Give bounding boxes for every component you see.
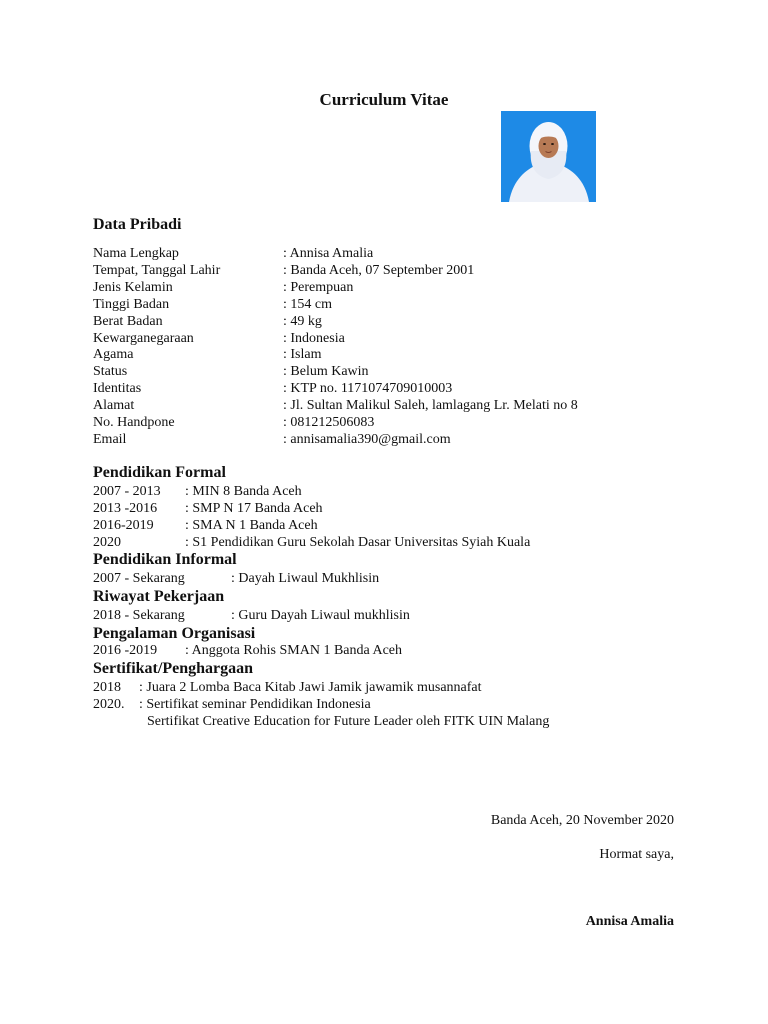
personal-value: : Indonesia <box>283 330 345 346</box>
section-heading-personal: Data Pribadi <box>93 216 182 233</box>
personal-label: Alamat <box>93 398 135 414</box>
section-heading-organization: Pengalaman Organisasi <box>93 625 256 642</box>
formal-education-value: : SMA N 1 Banda Aceh <box>185 518 318 533</box>
personal-label: Kewarganegaraan <box>93 330 194 346</box>
certificate-label: 2018 <box>93 680 121 695</box>
personal-value: : 49 kg <box>283 313 322 329</box>
certificate-label: 2020. <box>93 697 125 712</box>
personal-label: Nama Lengkap <box>93 246 179 261</box>
formal-education-value: : MIN 8 Banda Aceh <box>185 484 302 499</box>
personal-label: Jenis Kelamin <box>93 279 173 295</box>
personal-value: : Perempuan <box>283 279 354 295</box>
formal-education-value: : SMP N 17 Banda Aceh <box>185 501 323 516</box>
personal-value: : 081212506083 <box>283 415 375 430</box>
personal-value: : Banda Aceh, 07 September 2001 <box>283 262 475 278</box>
organization-value: : Anggota Rohis SMAN 1 Banda Aceh <box>185 643 402 658</box>
informal-education-value: : Dayah Liwaul Mukhlisin <box>231 571 380 586</box>
section-heading-formal-education: Pendidikan Formal <box>93 464 226 481</box>
profile-photo <box>501 111 596 202</box>
closing-greeting: Hormat saya, <box>599 847 674 862</box>
personal-label: Berat Badan <box>93 313 163 329</box>
formal-education-label: 2016-2019 <box>93 518 154 533</box>
personal-label: Tinggi Badan <box>93 296 170 312</box>
personal-value: : annisamalia390@gmail.com <box>283 431 451 447</box>
formal-education-label: 2020 <box>93 535 121 550</box>
formal-education-value: : S1 Pendidikan Guru Sekolah Dasar Universitas Syiah Kuala <box>185 535 531 550</box>
formal-education-label: 2007 - 2013 <box>93 484 161 499</box>
personal-label: Agama <box>93 347 134 363</box>
personal-value: : Annisa Amalia <box>283 246 374 261</box>
organization-label: 2016 -2019 <box>93 643 158 658</box>
work-history-label: 2018 - Sekarang <box>93 608 185 623</box>
certificate-value: Sertifikat Creative Education for Future Leader oleh FITK UIN Malang <box>147 714 550 729</box>
personal-label: No. Handpone <box>93 415 175 430</box>
personal-label: Identitas <box>93 381 142 397</box>
signature-name: Annisa Amalia <box>585 914 674 929</box>
personal-value: : 154 cm <box>283 296 332 312</box>
certificate-value: : Sertifikat seminar Pendidikan Indonesia <box>139 697 371 712</box>
personal-value: : Jl. Sultan Malikul Saleh, lamlagang Lr. Melati no 8 <box>283 398 578 414</box>
section-heading-work-history: Riwayat Pekerjaan <box>93 588 225 605</box>
document-title: Curriculum Vitae <box>319 90 449 109</box>
section-heading-certificates: Sertifikat/Penghargaan <box>93 660 253 677</box>
informal-education-label: 2007 - Sekarang <box>93 571 185 586</box>
personal-label: Tempat, Tanggal Lahir <box>93 262 221 278</box>
work-history-value: : Guru Dayah Liwaul mukhlisin <box>231 608 410 623</box>
personal-value: : Belum Kawin <box>283 364 369 380</box>
personal-value: : KTP no. 1171074709010003 <box>283 381 453 397</box>
formal-education-label: 2013 -2016 <box>93 501 158 516</box>
place-date: Banda Aceh, 20 November 2020 <box>490 813 674 828</box>
section-heading-informal-education: Pendidikan Informal <box>93 551 237 568</box>
certificate-value: : Juara 2 Lomba Baca Kitab Jawi Jamik jawamik musannafat <box>139 680 482 695</box>
personal-value: : Islam <box>283 347 322 363</box>
personal-label: Email <box>93 431 127 447</box>
personal-label: Status <box>93 364 128 380</box>
